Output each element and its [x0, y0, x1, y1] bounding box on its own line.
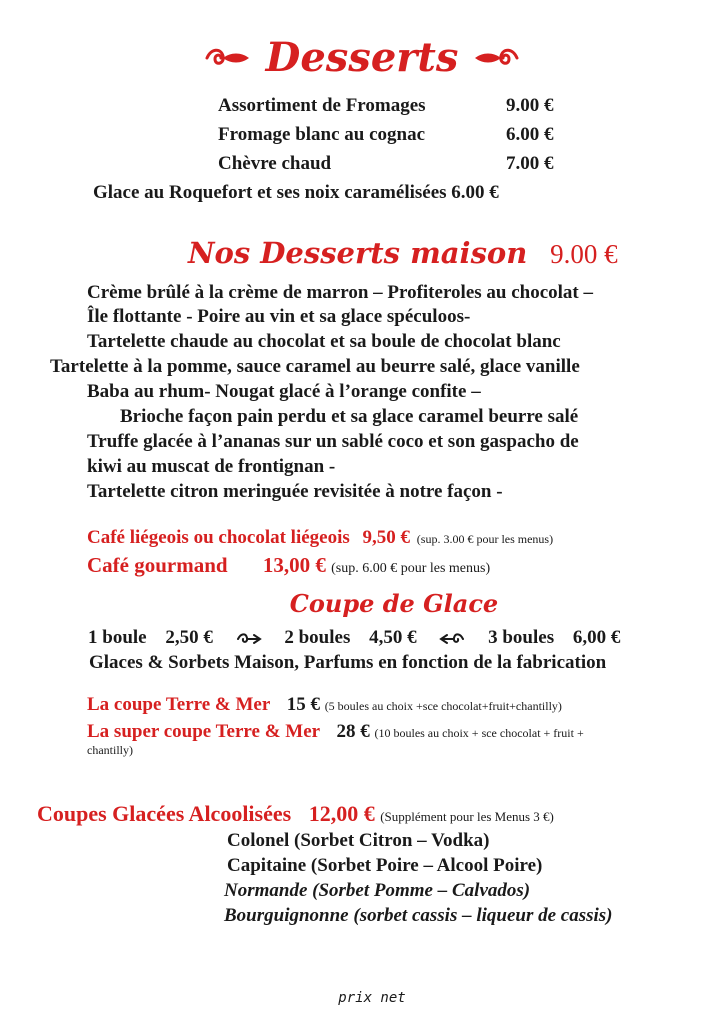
title-row — [0, 30, 724, 86]
list-item: Tartelette chaude au chocolat et sa boule de chocolat blanc — [87, 331, 561, 352]
list-item: Capitaine (Sorbet Poire – Alcool Poire) — [227, 855, 543, 876]
item-price: 7.00 € — [506, 153, 554, 174]
menu-item-fromage-blanc — [218, 123, 425, 147]
boule-price: 2,50 € — [165, 627, 213, 648]
list-item: Île flottante - Poire au vin et sa glace spéculoos- — [87, 306, 471, 327]
list-item: Tartelette à la pomme, sauce caramel au beurre salé, glace vanille — [50, 356, 580, 377]
item-price: 6.00 € — [506, 124, 554, 145]
item-name: Chèvre chaud — [218, 153, 332, 174]
item-price: 9.00 € — [506, 95, 554, 116]
section-title-alcool — [37, 800, 554, 831]
footer-note: prix net — [338, 990, 406, 1006]
menu-item-chevre-chaud — [218, 152, 331, 176]
boule-label: 1 boule — [88, 627, 147, 648]
section-title-maison — [188, 232, 618, 274]
item-name: Café gourmand — [87, 553, 228, 577]
item-name: La super coupe Terre & Mer — [87, 721, 320, 742]
item-name: Fromage blanc au cognac — [218, 124, 426, 145]
item-note: (sup. 6.00 € pour les menus) — [331, 561, 491, 576]
section-price: 12,00 € — [308, 801, 375, 826]
boule-label: 2 boules — [284, 627, 351, 648]
section-price: 9.00 € — [550, 239, 618, 269]
list-item: Normande (Sorbet Pomme – Calvados) — [224, 880, 531, 901]
section-note: (Supplément pour les Menus 3 €) — [380, 809, 554, 824]
menu-item-super-terre-mer — [87, 720, 584, 745]
list-item: Bourguignonne (sorbet cassis – liqueur de cassis) — [224, 905, 613, 926]
item-price: 28 € — [336, 721, 370, 742]
section-title: Nos Desserts maison — [188, 236, 528, 270]
item-note: (sup. 3.00 € pour les menus) — [416, 532, 554, 546]
section-title: Coupe de Glace — [289, 589, 499, 618]
swirl-ornament-icon — [439, 632, 465, 646]
boule-price: 4,50 € — [369, 627, 417, 648]
swirl-ornament-icon — [236, 632, 262, 646]
menu-item-glace-roquefort: Glace au Roquefort et ses noix caramélisées 6.00 € — [93, 182, 499, 203]
coupe-description: Glaces & Sorbets Maison, Parfums en fonction de la fabrication — [89, 652, 607, 673]
section-title: Coupes Glacées Alcoolisées — [37, 801, 292, 826]
item-name: La coupe Terre & Mer — [87, 694, 270, 715]
list-item: Crème brûlé à la crème de marron – Profiteroles au chocolat – — [87, 282, 593, 303]
menu-item-cafe-liegeois — [87, 526, 553, 551]
boule-price: 6,00 € — [572, 627, 621, 648]
list-item: Truffe glacée à l’ananas sur un sablé coco et son gaspacho de — [87, 431, 579, 452]
menu-item-cafe-gourmand — [87, 552, 490, 582]
item-note-continued: chantilly) — [87, 743, 133, 757]
item-note: (10 boules au choix + sce chocolat + fruit + — [374, 726, 584, 740]
item-price: 13,00 € — [262, 553, 326, 577]
list-item: kiwi au muscat de frontignan - — [87, 456, 336, 477]
page-title: Desserts — [265, 34, 459, 81]
swirl-ornament-icon — [471, 46, 521, 70]
swirl-ornament-icon — [203, 46, 253, 70]
item-price: 15 € — [286, 694, 320, 715]
boule-label: 3 boules — [488, 627, 555, 648]
item-name: Assortiment de Fromages — [218, 95, 426, 116]
menu-item-fromages — [218, 94, 426, 118]
boules-row — [88, 626, 620, 650]
section-title-coupe — [0, 587, 724, 621]
item-note: (5 boules au choix +sce chocolat+fruit+chantilly) — [324, 699, 562, 713]
menu-item-terre-mer — [87, 693, 562, 718]
list-item: Brioche façon pain perdu et sa glace caramel beurre salé — [120, 406, 579, 427]
item-price: 9,50 € — [362, 527, 411, 548]
list-item: Baba au rhum- Nougat glacé à l’orange confite – — [87, 381, 481, 402]
list-item: Colonel (Sorbet Citron – Vodka) — [227, 830, 490, 851]
item-name: Café liégeois ou chocolat liégeois — [87, 527, 350, 548]
list-item: Tartelette citron meringuée revisitée à notre façon - — [87, 481, 503, 502]
